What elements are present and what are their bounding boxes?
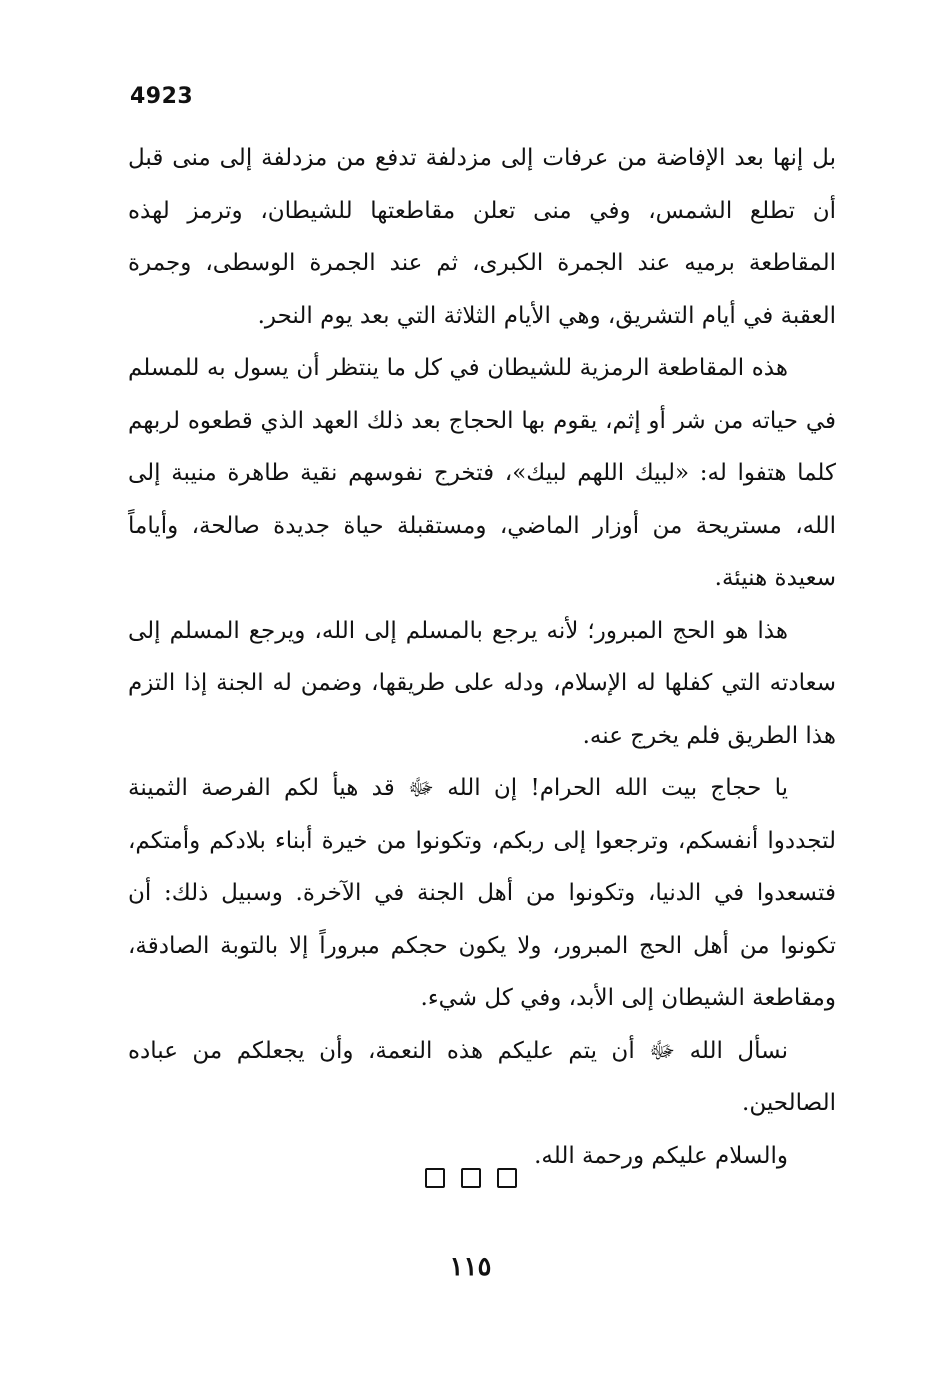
body-text [128, 132, 836, 1182]
square-icon [497, 1168, 517, 1188]
section-end-ornament-icon [0, 1168, 941, 1188]
paragraph: هذا هو الحج المبرور؛ لأنه يرجع بالمسلم إلى الله، ويرجع المسلم إلى سعادته التي كفلها له الإسلام، ودله على طريقها، وضمن له الجنة إذا التزم هذا الطريق فلم يخرج عنه. [128, 617, 836, 749]
page-number: ١١٥ [449, 1252, 492, 1282]
paragraph: بل إنها بعد الإفاضة من عرفات إلى مزدلفة تدفع من مزدلفة إلى منى قبل أن تطلع الشمس، وفي منى تعلن مقاطعتها للشيطان، وترمز لهذه المقاطعة برميه عند الجمرة الكبرى، ثم عند الجمرة الوسطى، وجمرة العقبة في أيام التشريق، وهي الأيام الثلاثة التي بعد يوم النحر. [128, 145, 836, 329]
square-icon [461, 1168, 481, 1188]
paragraph: يا حجاج بيت الله الحرام! إن الله ﷻ قد هيأ لكم الفرصة الثمينة لتجددوا أنفسكم، وترجعوا إلى ربكم، وتكونوا من خيرة أبناء بلادكم وأمتكم، فتسعدوا في الدنيا، وتكونوا من أهل الجنة في الآخرة. وسبيل ذلك: أن تكونوا من أهل الحج المبرور، ولا يكون حجكم مبروراً إلا بالتوبة الصادقة، ومقاطعة الشيطان إلى الأبد، وفي كل شيء. [128, 775, 836, 1011]
paragraph: هذه المقاطعة الرمزية للشيطان في كل ما ينتظر أن يسول به للمسلم في حياته من شر أو إثم، يقوم بها الحجاج بعد ذلك العهد الذي قطعوه لربهم كلما هتفوا له: «لبيك اللهم لبيك»، فتخرج نفوسهم نقية طاهرة منيبة إلى الله، مستريحة من أوزار الماضي، ومستقبلة حياة جديدة صالحة، وأياماً سعيدة هنيئة. [128, 355, 836, 591]
paragraph: نسأل الله ﷻ أن يتم عليكم هذه النعمة، وأن يجعلكم من عباده الصالحين. [128, 1037, 836, 1116]
square-icon [425, 1168, 445, 1188]
paragraph: والسلام عليكم ورحمة الله. [534, 1142, 788, 1169]
page-id: 4923 [130, 84, 194, 109]
